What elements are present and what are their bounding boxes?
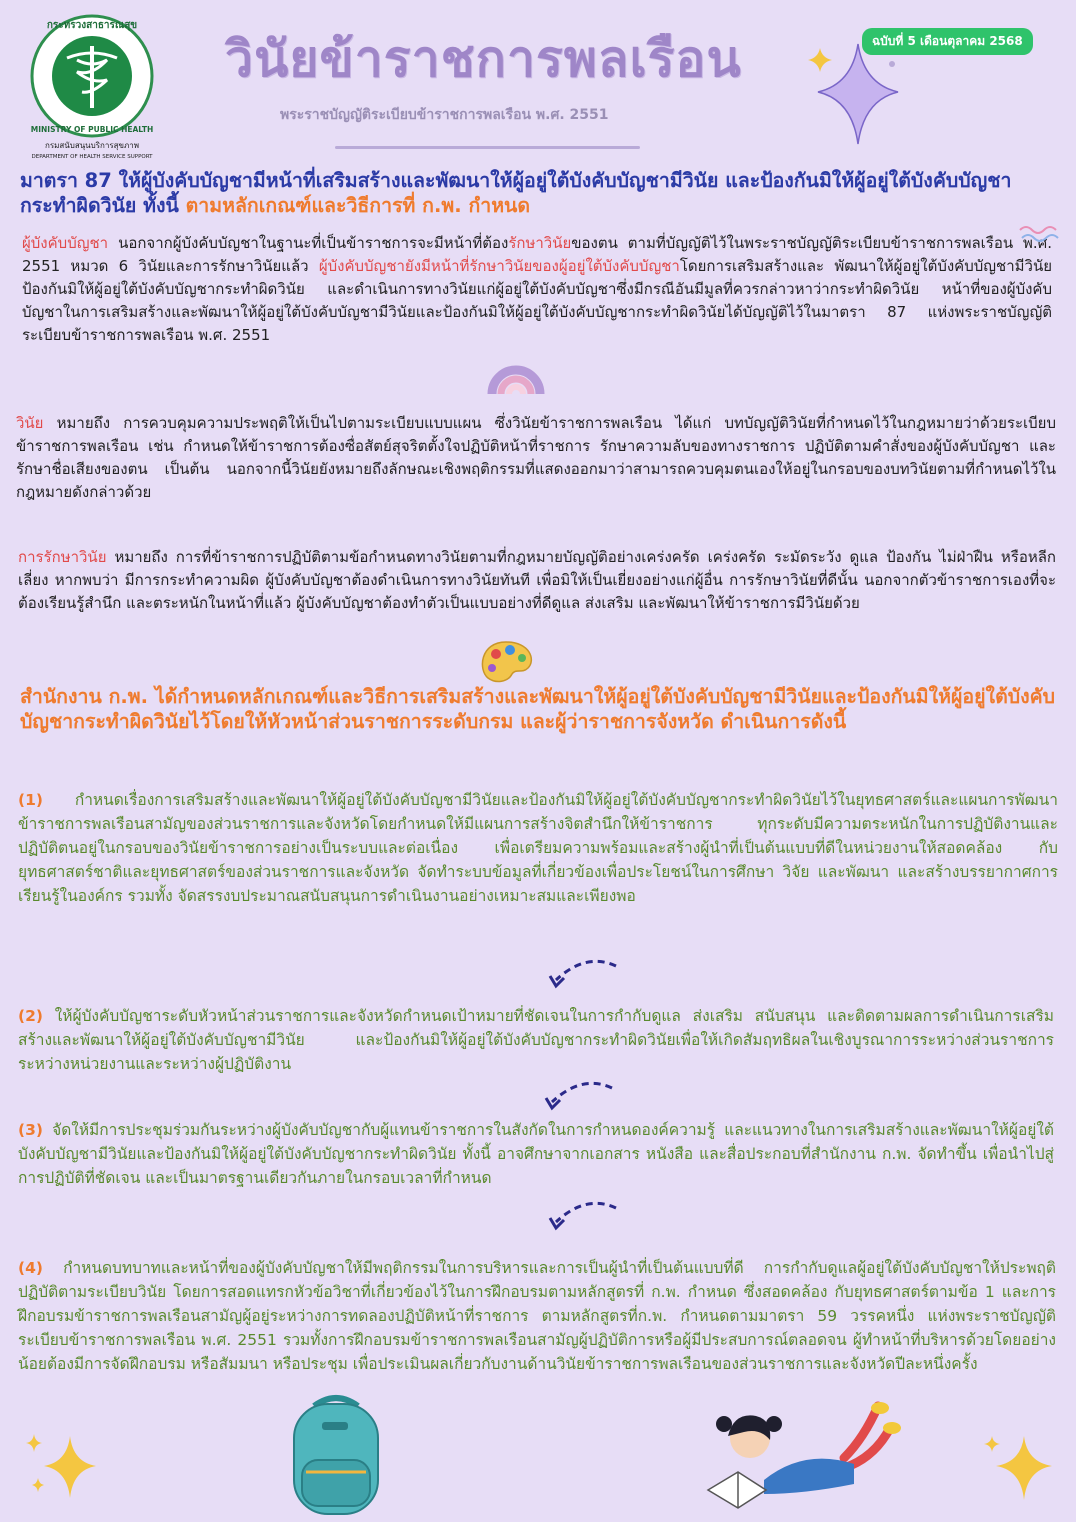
curved-arrow-icon (540, 956, 620, 996)
page-subtitle: พระราชบัญญัติระเบียบข้าราชการพลเรือน พ.ศ. 2551 (280, 107, 609, 123)
item-text: ให้ผู้บังคับบัญชาระดับหัวหน้าส่วนราชการและจังหวัดกำหนดเป้าหมายที่ชัดเจนในการกำกับดูแล ส่งเสริม สนับสนุน และติดตามผลการดำเนินการเสริมสร้างและพัฒนาให้ผู้อยู่ใต้บังคับบัญชามีวินัย และป้องกันมิให้ผู้อยู่ใต้บังคับบัญชากระทำผิดวินัยเพื่อให้เกิดสัมฤทธิผลในเชิงบูรณาการระหว่างส่วนราชการ ระหว่างหน่วยงานและระหว่างผู้ปฏิบัติงาน (18, 1007, 1054, 1073)
maintaining-term: การรักษาวินัย (18, 548, 107, 566)
item-number: (2) (18, 1007, 43, 1025)
item-number: (1) (18, 791, 43, 809)
section-87-heading-main: มาตรา 87 ให้ผู้บังคับบัญชามีหน้าที่เสริมสร้างและพัฒนาให้ผู้อยู่ใต้บังคับบัญชามีวินัย และป้องกันมิให้ผู้อยู่ใต้บังคับบัญชากระทำผิดวินัย ทั้งนี้ (20, 169, 1012, 217)
list-item (18, 1256, 1056, 1376)
list-item (18, 1004, 1054, 1076)
curved-arrow-icon (540, 1198, 620, 1238)
girl-reading-illustration (694, 1398, 904, 1518)
commander-text-e: โดยการเสริมสร้างและ พัฒนาให้ผู้อยู่ใต้บังคับบัญชามีวินัย ป้องกันมิให้ผู้อยู่ใต้บังคับบัญชากระทำผิดวินัย และดำเนินการทางวินัยแก่ผู้อยู่ใต้บังคับบัญชาซึ่งมีกรณีอันมีมูลที่ควรกล่าวหาว่ากระทำผิดวินัย หน้าที่ของผู้บังคับบัญชาในการเสริมสร้างและพัฒนาให้ผู้อยู่ใต้บังคับบัญชามีวินัยและป้องกันมิให้ผู้อยู่ใต้บังคับบัญชากระทำผิดวินัยได้บัญญัติไว้ในมาตรา 87 แห่งพระราชบัญญัติระเบียบข้าราชการพลเรือน พ.ศ. 2551 (22, 257, 1052, 344)
item-number: (4) (18, 1259, 43, 1277)
issue-badge: ฉบับที่ 5 เดือนตุลาคม 2568 (862, 28, 1033, 55)
mph-logo (22, 10, 162, 160)
discipline-text: หมายถึง การควบคุมความประพฤติให้เป็นไปตามระเบียบแบบแผน ซึ่งวินัยข้าราชการพลเรือน ได้แก่ บทบัญญัติวินัยที่กำหนดไว้ในกฎหมายว่าด้วยระเบียบข้าราชการพลเรือน เช่น กำหนดให้ข้าราชการต้องซื่อสัตย์สุจริตตั้งใจปฏิบัติหน้าที่ราชการ รักษาความลับของทางราชการ ปฏิบัติตามคำสั่งของผู้บังคับบัญชา และรักษาชื่อเสียงของตน เป็นต้น นอกจากนี้วินัยยังหมายถึงลักษณะเชิงพฤติกรรมที่แสดงออกมาว่าสามารถควบคุมตนเองให้อยู่ในกรอบของบทวินัยตามที่กำหนดไว้ในกฎหมายดังกล่าวด้วย (16, 414, 1056, 501)
sparkle-icon (20, 1428, 100, 1508)
sparkle-icon (980, 1428, 1060, 1508)
discipline-term: วินัย (16, 414, 44, 432)
commander-text-c: ของตน ตามที่บัญญัติไว้ในพระราชบัญญัติระเบียบข้าราชการพลเรือน พ.ศ. 2551 หมวด 6 วินัยและการรักษาวินัยแล้ว (22, 234, 1052, 275)
sparkle-icon (806, 34, 906, 154)
item-text: กำหนดเรื่องการเสริมสร้างและพัฒนาให้ผู้อยู่ใต้บังคับบัญชามีวินัยและป้องกันมิให้ผู้อยู่ใต้บังคับบัญชากระทำผิดวินัยไว้ในยุทธศาสตร์และแผนการพัฒนาข้าราชการพลเรือนสามัญของส่วนราชการและจังหวัดโดยกำหนดให้มีแผนการสร้างจิตสำนึกให้ข้าราชการ ทุกระดับมีความตระหนักในการปฏิบัติงานและปฏิบัติตนอยู่ในกรอบของวินัยข้าราชการอย่างเป็นระบบและต่อเนื่อง เพื่อเตรียมความพร้อมและสร้างผู้นำที่เป็นต้นแบบที่ดีในหน่วยงานให้สอดคล้อง กับยุทธศาสตร์ชาติและยุทธศาสตร์ของส่วนราชการและจังหวัด จัดทำระบบข้อมูลที่เกี่ยวข้องเพื่อประโยชน์ในการศึกษา วิจัย และพัฒนา และสร้างบรรยากาศการเรียนรู้ในองค์กร รวมทั้ง จัดสรรงบประมาณสนับสนุนการดำเนินงานอย่างเหมาะสมและเพียงพอ (18, 791, 1058, 905)
backpack-icon (284, 1392, 388, 1518)
list-item (18, 788, 1058, 908)
section-87-heading (20, 168, 1060, 218)
logo-dept-th: กรมสนับสนุนบริการสุขภาพ (44, 141, 140, 150)
section-87-heading-highlight: ตามหลักเกณฑ์และวิธีการที่ ก.พ. กำหนด (185, 194, 531, 217)
logo-dept-en: DEPARTMENT OF HEALTH SERVICE SUPPORT (31, 154, 153, 160)
commander-term: ผู้บังคับบัญชา (22, 234, 109, 252)
commander-paragraph (22, 232, 1052, 347)
curved-arrow-icon (536, 1078, 616, 1118)
title-divider (335, 146, 640, 149)
wave-decoration-icon (1018, 222, 1062, 248)
commander-text-b: รักษาวินัย (508, 234, 572, 252)
item-number: (3) (18, 1121, 43, 1139)
rainbow-icon (486, 346, 546, 396)
maintaining-discipline-definition (18, 546, 1056, 615)
commander-text-d: ผู้บังคับบัญชายังมีหน้าที่รักษาวินัยของผู้อยู่ใต้บังคับบัญชา (318, 257, 680, 275)
page-title: วินัยข้าราชการพลเรือน (225, 30, 742, 88)
logo-ring-bottom: MINISTRY OF PUBLIC HEALTH (30, 125, 154, 134)
discipline-definition (16, 412, 1056, 504)
item-text: จัดให้มีการประชุมร่วมกันระหว่างผู้บังคับบัญชากับผู้แทนข้าราชการในสังกัดในการกำหนดองค์ความรู้ และแนวทางในการเสริมสร้างและพัฒนาให้ผู้อยู่ใต้บังคับบัญชามีวินัยและป้องกันมิให้ผู้อยู่ใต้บังคับบัญชากระทำผิดวินัย ทั้งนี้ อาจศึกษาจากเอกสาร หนังสือ และสื่อประกอบที่สำนักงาน ก.พ. จัดทำขึ้น เพื่อนำไปสู่การปฏิบัติที่ชัดเจน และเป็นมาตรฐานเดียวกันภายในกรอบเวลาที่กำหนด (18, 1121, 1054, 1187)
palette-icon (476, 638, 538, 686)
maintaining-text: หมายถึง การที่ข้าราชการปฏิบัติตามข้อกำหนดทางวินัยตามที่กฎหมายบัญญัติอย่างเคร่งครัด เคร่งครัด ระมัดระวัง ดูแล ป้องกัน ไม่ฝ่าฝืน หรือหลีกเลี่ยง หากพบว่า มีการกระทำความผิด ผู้บังคับบัญชาต้องดำเนินการทางวินัยทันที เพื่อมิให้เป็นเยี่ยงอย่างแก่ผู้อื่น การรักษาวินัยที่ดีนั้น นอกจากตัวข้าราชการเองที่จะต้องเรียนรู้สำนึก และตระหนักในหน้าที่แล้ว ผู้บังคับบัญชาต้องทำตัวเป็นแบบอย่างที่ดีดูแล ส่งเสริม และพัฒนาให้ข้าราชการมีวินัยด้วย (18, 548, 1056, 612)
logo-ring-top: กระทรวงสาธารณสุข (46, 20, 138, 31)
item-text: กำหนดบทบาทและหน้าที่ของผู้บังคับบัญชาให้มีพฤติกรรมในการบริหารและการเป็นผู้นำที่เป็นต้นแบบที่ดี การกำกับดูแลผู้อยู่ใต้บังคับบัญชาให้ประพฤติปฏิบัติตามระเบียบวินัย โดยการสอดแทรกหัวข้อวิชาที่เกี่ยวข้องไว้ในการฝึกอบรมตามหลักสูตรที่ ก.พ. กำหนด ซึ่งสอดคล้อง กับยุทธศาสตร์ตามข้อ 1 และการฝึกอบรมข้าราชการพลเรือนสามัญผู้อยู่ระหว่างการทดลองปฏิบัติหน้าที่ราชการ ตามหลักสูตรที่ก.พ. กำหนดตามมาตรา 59 วรรคหนึ่ง แห่งพระราชบัญญัติระเบียบข้าราชการพลเรือน พ.ศ. 2551 รวมทั้งการฝึกอบรมข้าราชการพลเรือนสามัญผู้ปฏิบัติการหรือผู้มีประสบการณ์ตลอดจน ผู้ทำหน้าที่บริหารด้วยโดยอย่างน้อยต้องมีการจัดฝึกอบรม หรือสัมมนา หรือประชุม เพื่อประเมินผลเกี่ยวกับงานด้านวินัยข้าราชการพลเรือนของส่วนราชการและจังหวัดปีละหนึ่งครั้ง (18, 1259, 1056, 1373)
list-item (18, 1118, 1054, 1190)
ocsc-heading: สำนักงาน ก.พ. ได้กำหนดหลักเกณฑ์และวิธีการเสริมสร้างและพัฒนาให้ผู้อยู่ใต้บังคับบัญชามีวินัยและป้องกันมิให้ผู้อยู่ใต้บังคับบัญชากระทำผิดวินัยไว้โดยให้หัวหน้าส่วนราชการระดับกรม และผู้ว่าราชการจังหวัด ดำเนินการดังนี้ (20, 685, 1056, 733)
commander-text-a: นอกจากผู้บังคับบัญชาในฐานะที่เป็นข้าราชการจะมีหน้าที่ต้อง (108, 234, 509, 252)
